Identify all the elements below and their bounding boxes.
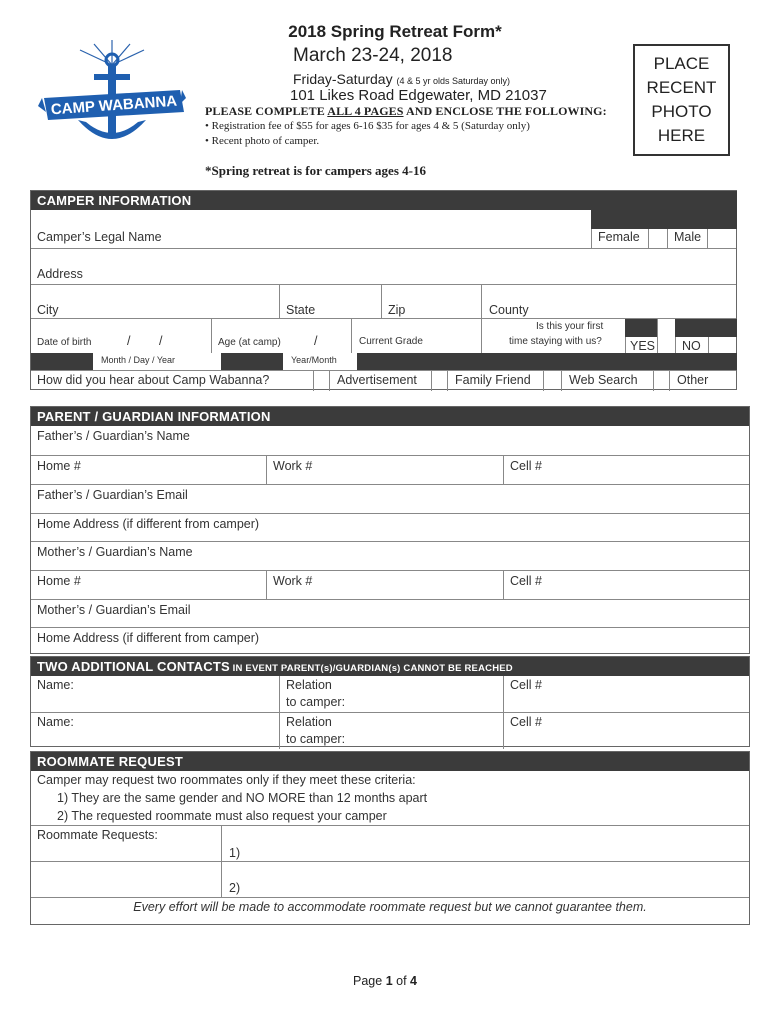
- female-option[interactable]: Female: [598, 230, 640, 244]
- legal-name-row[interactable]: [31, 229, 736, 248]
- instructions-underlined: ALL 4 PAGES: [327, 104, 404, 118]
- roommate-1-label: 1): [229, 846, 241, 860]
- contacts-heading-sub: IN EVENT PARENT(s)/GUARDIAN(s) CANNOT BE REACHED: [229, 663, 513, 674]
- mother-name-row[interactable]: [31, 541, 749, 570]
- contacts-heading-main: TWO ADDITIONAL CONTACTS: [37, 659, 230, 674]
- option-advertisement[interactable]: Advertisement: [337, 373, 417, 387]
- event-days: [293, 71, 510, 87]
- instructions-suffix: AND ENCLOSE THE FOLLOWING:: [403, 104, 607, 118]
- photo-line-1: PLACE: [653, 54, 710, 73]
- mother-email-label: Mother’s / Guardian’s Email: [37, 603, 191, 617]
- instructions: [205, 104, 607, 119]
- photo-box[interactable]: [633, 44, 730, 156]
- roommate-request-2[interactable]: [31, 861, 749, 897]
- roommate-heading: ROOMMATE REQUEST: [31, 752, 749, 771]
- page-number: [0, 974, 770, 988]
- mother-address-row[interactable]: [31, 627, 749, 655]
- father-phones-row[interactable]: [31, 455, 749, 484]
- bullet-fee: • Registration fee of $55 for ages 6-16 $35 for ages 4 & 5 (Saturday only): [205, 120, 530, 132]
- grade-label: Current Grade: [359, 336, 423, 347]
- city-row[interactable]: [31, 284, 736, 318]
- header-fill: [591, 191, 737, 229]
- days-note: (4 & 5 yr olds Saturday only): [396, 76, 511, 86]
- roommate-rule-2: 2) The requested roommate must also request your camper: [57, 809, 387, 823]
- age-hint: Year/Month: [291, 355, 337, 365]
- mother-home-label: Home #: [37, 574, 81, 588]
- father-address-row[interactable]: [31, 513, 749, 541]
- yes-option[interactable]: YES: [630, 339, 656, 353]
- mother-name-label: Mother’s / Guardian’s Name: [37, 545, 193, 559]
- mother-email-row[interactable]: [31, 599, 749, 627]
- logo-text: CAMP WABANNA: [50, 92, 178, 119]
- father-name-label: Father’s / Guardian’s Name: [37, 429, 190, 443]
- mother-phones-row[interactable]: [31, 570, 749, 599]
- father-work-label: Work #: [273, 459, 313, 473]
- roommate-section: [30, 751, 750, 925]
- roommate-disclaimer-row: [31, 897, 749, 925]
- contact-2-row[interactable]: [31, 712, 749, 748]
- age-slash: /: [314, 334, 318, 348]
- bullet-photo: • Recent photo of camper.: [205, 135, 320, 147]
- dob-slash-1: /: [127, 334, 131, 348]
- contact-1-cell: Cell #: [510, 678, 542, 692]
- first-time-line-2: time staying with us?: [509, 336, 602, 347]
- roommate-criteria: Camper may request two roommates only if they meet these criteria:: [37, 773, 416, 787]
- photo-line-4: HERE: [657, 126, 706, 145]
- contacts-heading: [31, 657, 749, 676]
- photo-line-2: RECENT: [646, 78, 717, 97]
- camper-heading: CAMPER INFORMATION: [31, 191, 591, 210]
- zip-label: Zip: [388, 303, 406, 317]
- roommate-disclaimer: Every effort will be made to accommodate roommate request but we cannot guarantee them.: [133, 900, 647, 914]
- first-time-line-1: Is this your first: [536, 321, 604, 332]
- roommate-2-label: 2): [229, 881, 241, 895]
- contact-1-relation: Relation: [286, 678, 332, 692]
- father-email-label: Father’s / Guardian’s Email: [37, 488, 188, 502]
- father-email-row[interactable]: [31, 484, 749, 513]
- address-row[interactable]: [31, 248, 736, 284]
- county-label: County: [489, 303, 529, 317]
- page-mid: of: [392, 974, 411, 988]
- contacts-section: [30, 656, 750, 747]
- father-cell-label: Cell #: [510, 459, 542, 473]
- contact-1-relation-2: to camper:: [286, 695, 346, 709]
- photo-line-3: PHOTO: [651, 102, 712, 121]
- days-text: Friday-Saturday: [293, 71, 393, 87]
- male-option[interactable]: Male: [674, 230, 702, 244]
- age-note: *Spring retreat is for campers ages 4-16: [205, 163, 426, 178]
- contact-1-row[interactable]: [31, 676, 749, 712]
- contact-2-relation: Relation: [286, 715, 332, 729]
- legal-name-label: Camper’s Legal Name: [37, 230, 162, 244]
- address-label: Address: [37, 267, 83, 281]
- roommate-rule-1: 1) They are the same gender and NO MORE than 12 months apart: [57, 791, 428, 805]
- option-other[interactable]: Other: [677, 373, 709, 387]
- instructions-prefix: PLEASE COMPLETE: [205, 104, 328, 118]
- city-label: City: [37, 303, 59, 317]
- father-address-label: Home Address (if different from camper): [37, 517, 260, 531]
- dob-hint: Month / Day / Year: [101, 355, 176, 365]
- father-name-row[interactable]: [31, 426, 749, 455]
- dob-slash-2: /: [159, 334, 163, 348]
- camp-wabanna-logo: [38, 40, 186, 152]
- hear-row[interactable]: [31, 370, 736, 390]
- camper-section: [30, 190, 737, 390]
- contact-2-relation-2: to camper:: [286, 732, 346, 746]
- parent-section: [30, 406, 750, 654]
- dob-row[interactable]: [31, 318, 736, 353]
- mother-address-label: Home Address (if different from camper): [37, 631, 260, 645]
- contact-1-name: Name:: [37, 678, 74, 692]
- age-label: Age (at camp): [218, 337, 281, 348]
- state-label: State: [286, 303, 316, 317]
- no-option[interactable]: NO: [682, 339, 701, 353]
- father-home-label: Home #: [37, 459, 81, 473]
- page-current: 1: [385, 974, 393, 988]
- parent-heading: PARENT / GUARDIAN INFORMATION: [31, 407, 749, 426]
- option-web-search[interactable]: Web Search: [569, 373, 638, 387]
- page-prefix: Page: [353, 974, 386, 988]
- event-dates: March 23-24, 2018: [293, 45, 453, 66]
- form-title: 2018 Spring Retreat Form*: [288, 22, 502, 41]
- mother-work-label: Work #: [273, 574, 313, 588]
- roommate-request-1[interactable]: [31, 825, 749, 861]
- hear-label: How did you hear about Camp Wabanna?: [37, 373, 270, 387]
- dob-label: Date of birth: [37, 337, 92, 348]
- camp-address: 101 Likes Road Edgewater, MD 21037: [290, 87, 547, 104]
- option-family-friend[interactable]: Family Friend: [455, 373, 531, 387]
- mother-cell-label: Cell #: [510, 574, 542, 588]
- roommate-requests-label: Roommate Requests:: [37, 828, 158, 842]
- contact-2-cell: Cell #: [510, 715, 542, 729]
- page-total: 4: [410, 974, 417, 988]
- contact-2-name: Name:: [37, 715, 74, 729]
